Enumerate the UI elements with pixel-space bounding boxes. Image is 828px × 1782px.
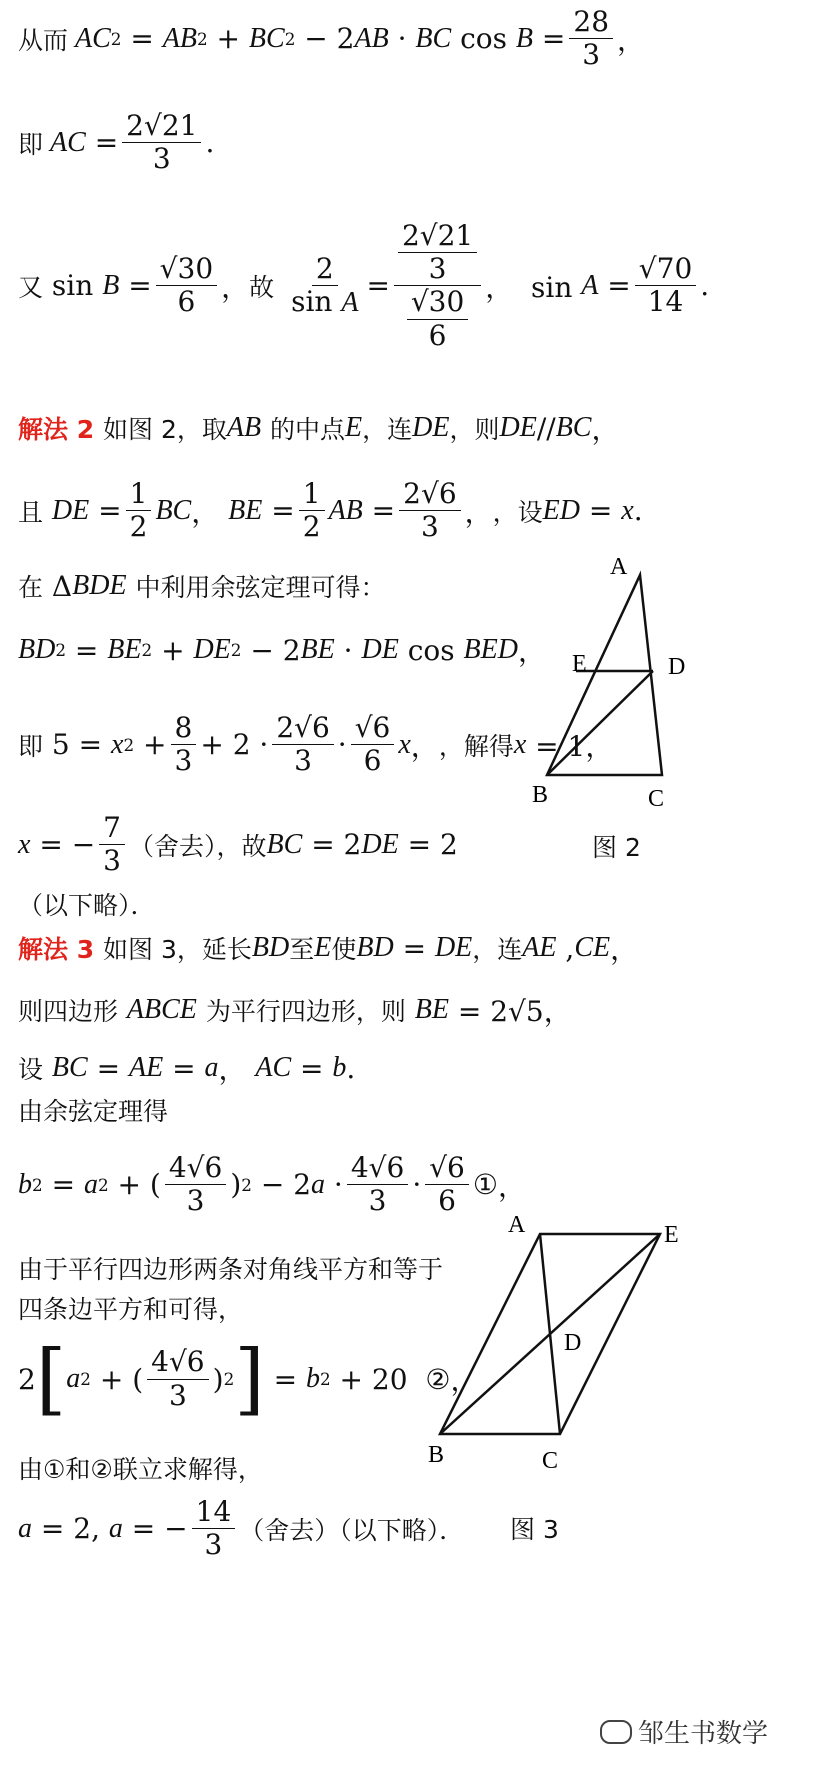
fig2-label-e: E <box>572 651 587 677</box>
sol3-parallelogram: 则四边形 ABCE 为平行四边形，则 BE = 2√5， <box>18 994 572 1028</box>
fraction: $\frac{2}{\text{sin A}}$ <box>291 251 359 318</box>
sol3-set: 设 BC = AE = a ， AC = b . <box>18 1051 356 1086</box>
sol2-title: 解法 2 <box>18 415 95 444</box>
sol2-omit: （以下略）． <box>18 891 156 920</box>
sol3-solve: 由①和②联立求解得， <box>18 1455 263 1484</box>
sol3-result: a = 2, a = − $\frac{14}{3}$ （舍去）（以下略）． <box>18 1495 465 1562</box>
compound-fraction: $\frac{\frac{2√21}{3}}{\frac{√30}{6}}$ <box>394 220 481 352</box>
fig3-label-c: C <box>542 1448 559 1474</box>
sol2-heading: 解法 2 如图 2，取 AB 的中点 E ，连 DE ，则 DE // BC ， <box>18 411 620 446</box>
figure-2 <box>530 548 710 862</box>
fig3-caption: 图 3 <box>510 1515 559 1544</box>
fig2-caption: 图 2 <box>592 833 641 862</box>
sol2-result: x = − $\frac{7}{3}$ （舍去），故 BC = 2 DE = 2 <box>18 811 458 878</box>
fig3-label-d: D <box>564 1330 582 1356</box>
fig2-label-c: C <box>648 786 665 812</box>
fraction: $\frac{2√21}{3}$ <box>122 110 201 175</box>
figure-3 <box>420 1210 700 1550</box>
fig3-label-a: A <box>508 1212 526 1238</box>
sol2-cosine-law: BD 2 = BE 2 + DE 2 − 2 BE · DE cos BED ， <box>18 633 546 668</box>
sol3-heading: 解法 3 如图 3，延长 BD 至 E 使 BD = DE ，连 AE , CE ， <box>18 931 639 966</box>
fig2-label-b: B <box>532 782 549 808</box>
sol3-cosine-intro: 由余弦定理得 <box>18 1097 169 1126</box>
sol3-title: 解法 3 <box>18 935 95 964</box>
sol2-line-triangle: 在 Δ BDE 中利用余弦定理可得： <box>18 569 386 603</box>
watermark: 邹生书数学 <box>600 1713 768 1750</box>
sol3-text-1: 由于平行四边形两条对角线平方和等于 <box>18 1255 444 1284</box>
sol3-text-2: 四条边平方和可得， <box>18 1295 244 1324</box>
fig3-label-b: B <box>428 1442 445 1468</box>
fraction: $\frac{√30}{6}$ <box>156 253 217 318</box>
line-ac-squared: 从而 AC 2 = AB 2 + BC 2 − 2 AB · BC cos B = $\frac{28}{3}$ ， <box>18 5 646 72</box>
line-sin: 又 sin B = $\frac{√30}{6}$ ， 故 $\frac{2}{\text{sin A}}$ = $\frac{\frac{2√21}{3}}{\frac{√30}{6}}$ ， sin A = $\frac{√70}{14}$ . <box>18 219 710 352</box>
sol2-equation: 即 5 = x 2 + $\frac{8}{3}$ + 2 · $\frac{2√6}{3}$ · $\frac{√6}{6}$ x ， ，解得 x = 1， <box>18 711 614 778</box>
fig2-label-a: A <box>610 554 628 580</box>
line-ac-value: 即 AC = $\frac{2√21}{3}$ . <box>18 109 215 176</box>
fraction: $\frac{√70}{14}$ <box>635 253 696 318</box>
wechat-icon <box>600 1720 632 1744</box>
fig3-label-e: E <box>664 1222 679 1248</box>
sol3-equation-1: b 2 = a 2 + ( $\frac{4√6}{3}$ ) 2 − 2 a · $\frac{4√6}{3}$ · $\frac{√6}{6}$ ① ， <box>18 1151 526 1218</box>
sol3-equation-2: 2 [ a 2 + ( $\frac{4√6}{3}$ ) 2 ] = b 2 + 20 ② ， <box>18 1334 479 1424</box>
fig2-label-d: D <box>668 654 686 680</box>
sol2-line-de: 且 DE = $\frac{1}{2}$ BC ， BE = $\frac{1}{2}$ AB = $\frac{2√6}{3}$ ， ，设 ED = x . <box>18 477 643 544</box>
fraction: $\frac{28}{3}$ <box>569 6 613 71</box>
